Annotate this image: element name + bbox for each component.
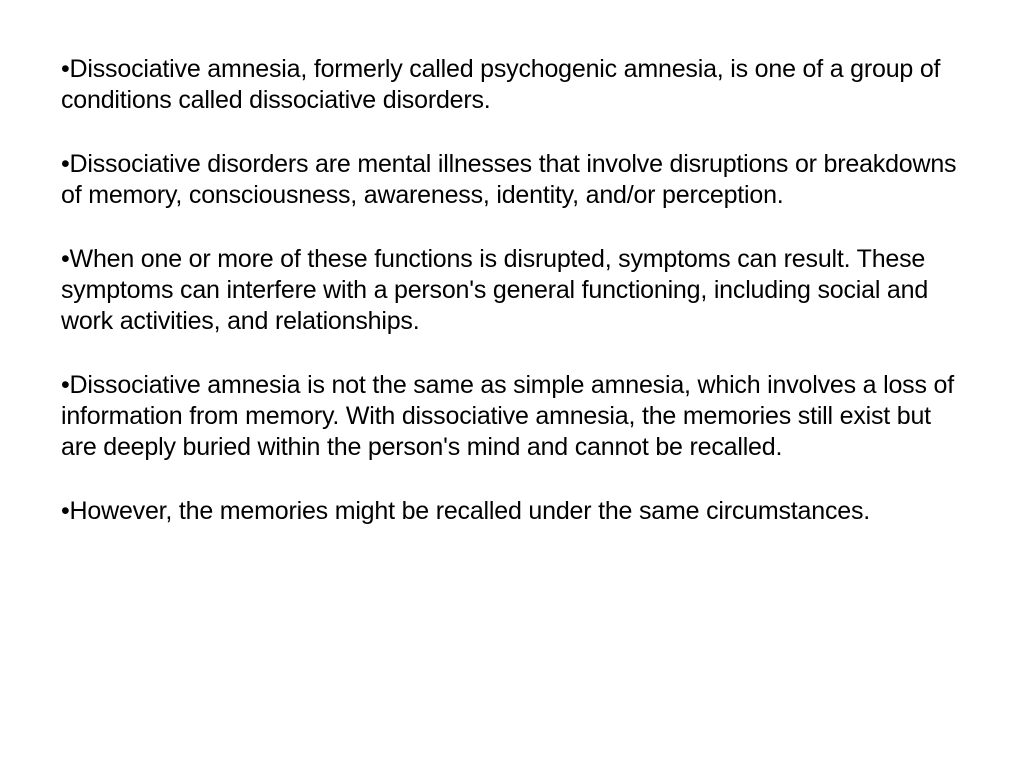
bullet-paragraph: •Dissociative amnesia, formerly called psychogenic amnesia, is one of a group of conditions called dissociative disorders. [61, 55, 941, 114]
bullet-paragraph: •Dissociative amnesia is not the same as simple amnesia, which involves a loss of information from memory. With dissociative amnesia, the memories still exist but are deeply buried within the person's mind and cannot be recalled. [61, 371, 954, 461]
bullet-paragraph: •Dissociative disorders are mental illnesses that involve disruptions or breakdowns of memory, consciousness, awareness, identity, and/or perception. [61, 150, 957, 209]
bullet-paragraph: •When one or more of these functions is disrupted, symptoms can result. These symptoms can interfere with a person's general functioning, including social and work activities, and relationships. [61, 245, 929, 335]
bullet-paragraph: •However, the memories might be recalled under the same circumstances. [61, 497, 870, 525]
slide-body [61, 54, 971, 560]
